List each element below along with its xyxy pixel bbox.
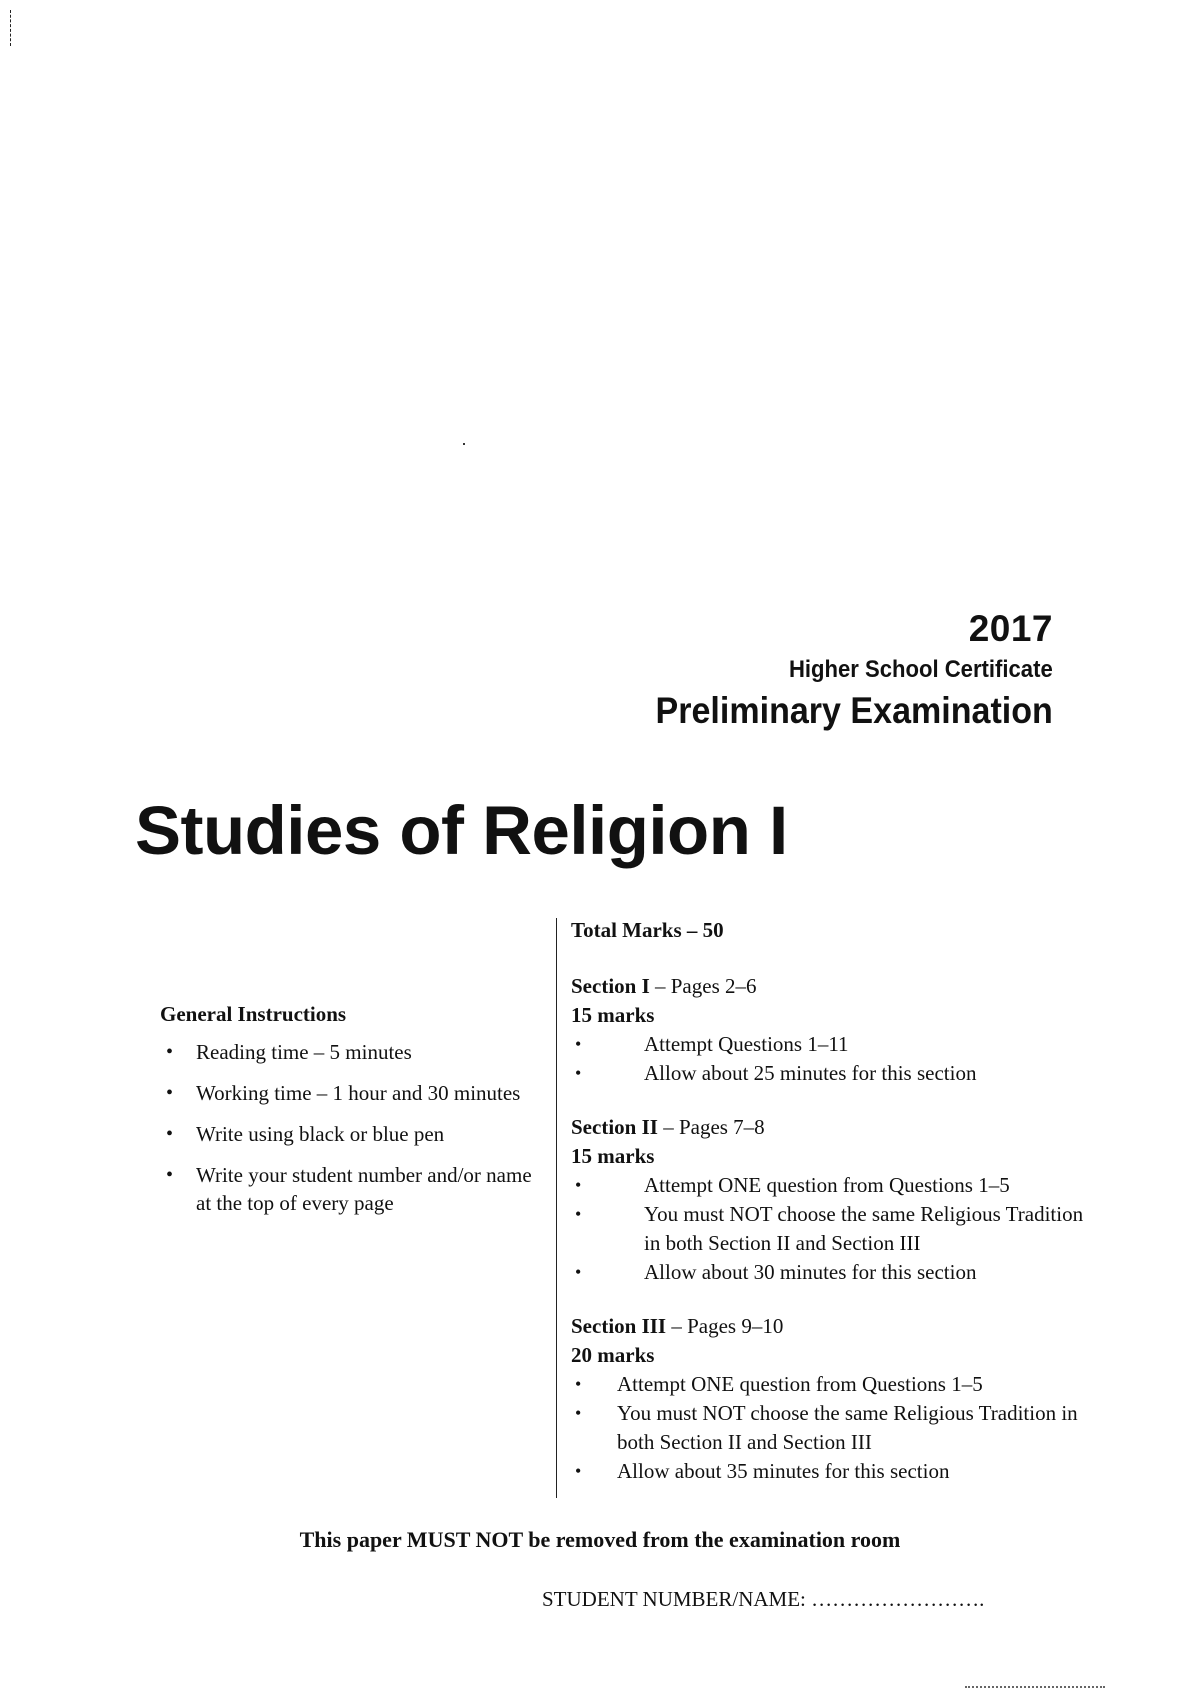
section-heading	[571, 1113, 1101, 1142]
total-marks: Total Marks – 50	[571, 918, 724, 942]
section-name: Section II	[571, 1115, 658, 1139]
certificate-name: Higher School Certificate	[789, 656, 1053, 683]
section-instructions	[571, 1370, 1101, 1486]
student-number-name-field: STUDENT NUMBER/NAME: …………………….	[542, 1587, 985, 1611]
instruction-item: • Working time – 1 hour and 30 minutes	[162, 1079, 542, 1107]
general-instructions-heading: General Instructions	[160, 1002, 347, 1026]
section-instruction-item: • You must NOT choose the same Religious Tradition in both Section II and Section III	[571, 1399, 1101, 1457]
exam-info-column	[571, 916, 1101, 1511]
section-marks: 15 marks	[571, 1003, 655, 1027]
section-2	[571, 1113, 1101, 1287]
instruction-item: • Write your student number and/or name at the top of every page	[162, 1161, 542, 1217]
removal-warning: This paper MUST NOT be removed from the examination room	[299, 1527, 901, 1552]
scan-corner-mark	[10, 10, 11, 46]
exam-name: Preliminary Examination	[655, 690, 1053, 731]
section-pages: – Pages 9–10	[666, 1314, 784, 1338]
section-instruction-item: • Allow about 25 minutes for this section	[571, 1059, 1101, 1088]
section-instruction-item: • Attempt ONE question from Questions 1–5	[571, 1370, 1101, 1399]
section-instruction-item: • Allow about 35 minutes for this section	[571, 1457, 1101, 1486]
section-3	[571, 1312, 1101, 1486]
section-instructions	[571, 1171, 1101, 1287]
section-instruction-item: • Attempt ONE question from Questions 1–5	[571, 1171, 1101, 1200]
section-name: Section I	[571, 974, 650, 998]
section-marks: 15 marks	[571, 1144, 655, 1168]
scan-bottom-dots	[965, 1686, 1105, 1688]
section-pages: – Pages 7–8	[657, 1115, 765, 1139]
section-heading	[571, 972, 1101, 1001]
section-pages: – Pages 2–6	[649, 974, 757, 998]
section-instruction-item: • Attempt Questions 1–11	[571, 1030, 1101, 1059]
section-name: Section III	[571, 1314, 667, 1338]
general-instructions-list	[162, 1038, 542, 1230]
instruction-item: • Write using black or blue pen	[162, 1120, 542, 1148]
section-1	[571, 972, 1101, 1088]
section-instructions	[571, 1030, 1101, 1088]
exam-year: 2017	[968, 608, 1053, 649]
section-marks: 20 marks	[571, 1343, 655, 1367]
scan-speck	[463, 443, 465, 445]
section-heading	[571, 1312, 1101, 1341]
column-divider	[556, 918, 557, 1498]
section-instruction-item: • Allow about 30 minutes for this section	[571, 1258, 1101, 1287]
section-instruction-item: • You must NOT choose the same Religious Tradition in both Section II and Section III	[571, 1200, 1101, 1258]
subject-title: Studies of Religion I	[135, 792, 788, 869]
instruction-item: • Reading time – 5 minutes	[162, 1038, 542, 1066]
